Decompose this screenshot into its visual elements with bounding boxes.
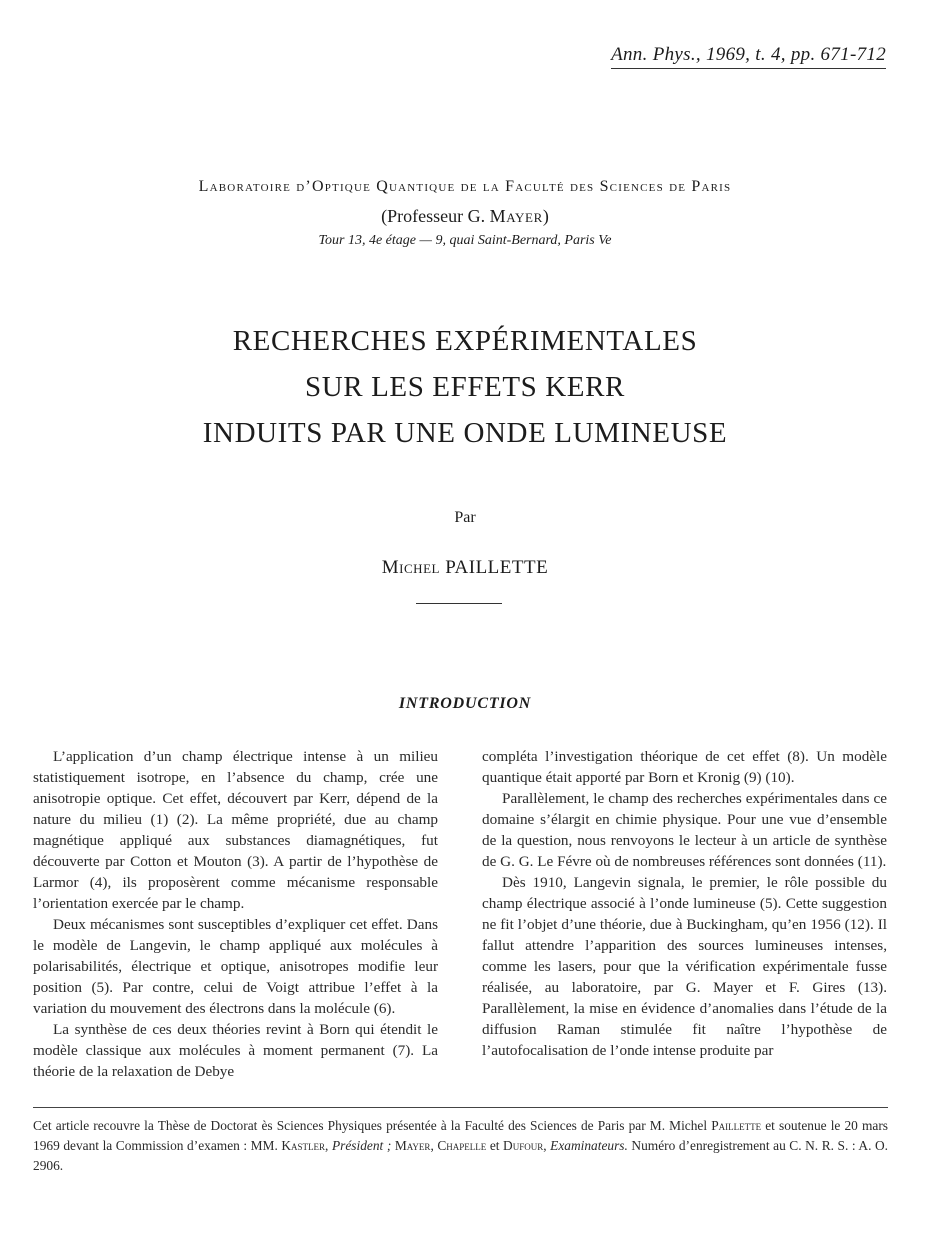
footnote-text: Cet article recouvre la Thèse de Doctorat ès Sciences Physiques présentée à la Faculté des Sciences de Paris par M. Michel	[33, 1118, 712, 1133]
journal-reference: Ann. Phys., 1969, t. 4, pp. 671-712	[611, 44, 886, 69]
title-line-3: INDUITS PAR UNE ONDE LUMINEUSE	[202, 417, 728, 449]
body-paragraph: Parallèlement, le champ des recherches expérimentales dans ce domaine s’élargit en chimie physique. Pour une vue d’ensemble de la question, nous renvoyons le lecteur à un article de synthèse de G. G. Le Févre où de nombreuses références sont données (11).	[482, 790, 887, 870]
footnote-text: et soutenue le 20 mars 1969 devant la Commission d’examen : MM.	[33, 1118, 888, 1153]
body-paragraph: L’application d’un champ électrique intense à un milieu statistiquement isotrope, en l’absence du champ, crée une anisotropie optique. Cet effet, découvert par Kerr, dépend de la nature du milieu (1) (2). La même propriété, due au champ magnétique appliqué aux substances diamagnétiques, fut découverte par Cotton et Mouton (3). A partir de l’hypothèse de Larmor (4), ils proposèrent comme mécanisme responsable l’orientation exercée par le champ.	[33, 748, 438, 912]
footnote-name: Chapelle	[437, 1138, 487, 1153]
body-paragraph: Dès 1910, Langevin signala, le premier, le rôle possible du champ électrique associé à l’onde lumineuse (5). Cette suggestion ne fit l’objet d’une théorie, due à Buckingham, qu’en 1956 (12). Il fallut attendre l’apparition des sources lumineuses intenses, comme les lasers, pour que la vérification expérimentale fusse réalisée, au laboratoire, par G. Mayer et F. Gires (13). Parallèlement, la mise en évidence d’anomalies dans l’étude de la diffusion Raman stimulée fit naître l’hypothèse de l’autofocalisation de l’onde intense produite par	[482, 874, 887, 1059]
footnote-text: et	[486, 1138, 504, 1153]
professor-prefix: (Professeur G.	[381, 206, 490, 226]
title-line-1: RECHERCHES EXPÉRIMENTALES	[232, 325, 698, 357]
title-divider	[416, 603, 502, 604]
footnote-name: Mayer	[394, 1138, 431, 1153]
body-paragraph: La synthèse de ces deux théories revint à Born qui étendit le modèle classique aux molécules à moment permanent (7). La théorie de la relaxation de Debye	[33, 1021, 438, 1080]
title-line-2: SUR LES EFFETS KERR	[305, 371, 625, 403]
body-right-column	[482, 746, 887, 1061]
section-heading: INTRODUCTION	[398, 695, 532, 712]
author-name	[0, 557, 930, 579]
body-paragraph: Deux mécanismes sont susceptibles d’expliquer cet effet. Dans le modèle de Langevin, le champ appliqué aux molécules à polarisabilités, électrique et optique, anisotropes modifie leur position (5). Par contre, celui de Voigt attribue l’effet à la variation du mouvement des électrons dans la molécule (6).	[33, 916, 438, 1017]
footnote-role: Examinateurs.	[550, 1138, 628, 1153]
author-first-name: Michel	[381, 557, 440, 578]
body-paragraph: compléta l’investigation théorique de cet effet (8). Un modèle quantique était apporté par Born et Kronig (9) (10).	[482, 748, 887, 786]
author-last-name: PAILLETTE	[445, 557, 549, 578]
laboratory-name: Laboratoire d’Optique Quantique de la Faculté des Sciences de Paris	[198, 178, 732, 195]
footnote-text: Numéro d’enregistrement au C. N. R. S. : A. O. 2906.	[33, 1138, 888, 1173]
professor-suffix: )	[542, 206, 549, 226]
footnote-role: Président ;	[331, 1138, 392, 1153]
footnote-name: Kastler	[281, 1138, 326, 1153]
laboratory-address: Tour 13, 4e étage — 9, quai Saint-Bernard, Paris Ve	[318, 233, 612, 248]
footnote-text: ,	[543, 1138, 551, 1153]
footnote-text: ,	[325, 1138, 332, 1153]
professor-name: Mayer	[489, 206, 543, 226]
body-left-column	[33, 746, 438, 1082]
professor-line	[0, 206, 930, 227]
footnote-name: Dufour	[503, 1138, 544, 1153]
footnote-text: ,	[430, 1138, 438, 1153]
footnote	[33, 1116, 888, 1176]
byline-par: Par	[454, 509, 476, 526]
footnote-divider	[33, 1107, 888, 1108]
footnote-name: Paillette	[711, 1118, 762, 1133]
